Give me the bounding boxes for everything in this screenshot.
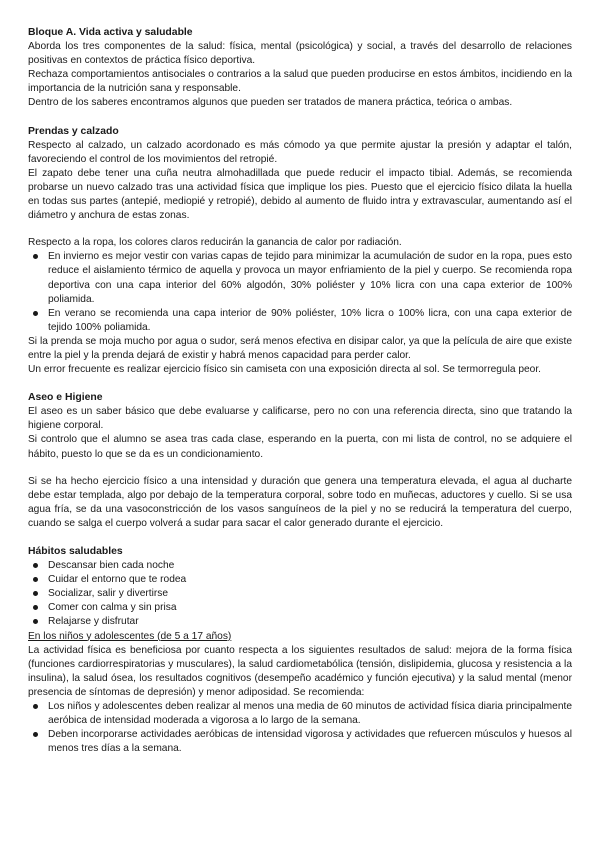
list-item-text: En verano se recomienda una capa interior de 90% poliéster, 10% licra o 100% licra, con una capa exterior de tejido 100% poliamida. [48,307,572,333]
paragraph: Dentro de los saberes encontramos algunos que pueden ser tratados de manera práctica, teórica o ambas. [28,97,513,109]
paragraph: Si se ha hecho ejercicio físico a una intensidad y duración que genera una temperatura elevada, el agua al ducharte debe estar templada, algo por debajo de la temperatura corporal, sobre todo en muñecas, aductores y cuello. Si se usa agua fría, se da una vasoconstricción de los vasos sanguíneos de la piel y no se reducirá la temperatura del cuerpo, cuando se salga el cuerpo volverá a sudar para sacar el calor generado durante el ejercicio. [28,475,572,529]
list-item [28,559,572,573]
paragraph: El aseo es un saber básico que debe evaluarse y calificarse, pero no con una referencia directa, sino que tratando la higiene corporal. [28,406,572,432]
list-item-text: Deben incorporarse actividades aeróbicas de intensidad vigorosa y actividades que refuercen músculos y huesos al menos tres días a la semana. [48,729,572,755]
paragraph: La actividad física es beneficiosa por cuanto respecta a los siguientes resultados de salud: mejora de la forma física (funciones cardiorrespiratorias y musculares), la salud cardiometabólica (tensión, dislipidemia, glucosa y resistencia a la insulina), la salud ósea, los resultados cognitivos (desempeño académico y función ejecutiva) y la salud mental (menor presencia de síntomas de depresión) y menor adiposidad. Se recomienda: [28,644,572,698]
bullet-list [28,700,572,756]
bullet-icon [33,254,38,259]
paragraph: Un error frecuente es realizar ejercicio físico sin camiseta con una exposición directa al sol. Se termorregula peor. [28,364,542,376]
section-title-aseo: Aseo e Higiene [28,392,103,404]
section-title-bloque-a: Bloque A. Vida activa y saludable [28,27,193,38]
bullet-icon [33,704,38,709]
list-item-text: En invierno es mejor vestir con varias capas de tejido para minimizar la acumulación de sudor en la ropa, pues esto reduce el aislamiento térmico de aquella y provoca un mayor enfriamiento de la piel y cuerpo. Se recomienda ropa deportiva con una capa interior del 60% algodón, 30% poliéster y 10% licra con una capa exterior de 100% poliamida. [48,251,572,305]
paragraph: Respecto a la ropa, los colores claros reducirán la ganancia de calor por radiación. [28,237,402,249]
spacer [28,462,572,475]
paragraph: Respecto al calzado, un calzado acordonado es más cómodo ya que permite ajustar la presión y adaptar el talón, favoreciendo el control de los movimientos del retropié. [28,139,572,165]
spacer [28,531,572,545]
bullet-icon [33,577,38,582]
list-item [28,307,572,335]
list-item-text: Los niños y adolescentes deben realizar al menos una media de 60 minutos de actividad física diaria principalmente aeróbica de intensidad moderada a vigorosa a lo largo de la semana. [48,701,572,727]
habits-list [28,559,572,629]
subsection-title: En los niños y adolescentes (de 5 a 17 años) [28,630,232,642]
spacer [28,223,572,236]
list-item-text: Descansar bien cada noche [48,560,175,572]
bullet-icon [33,732,38,737]
spacer [28,377,572,391]
list-item [28,728,572,756]
paragraph: Si controlo que el alumno se asea tras cada clase, esperando en la puerta, con mi lista de control, no se adquiere el hábito, puesto lo que se da es un condicionamiento. [28,434,572,460]
list-item [28,587,572,601]
list-item [28,250,572,306]
list-item [28,573,572,587]
bullet-icon [33,591,38,596]
list-item-text: Comer con calma y sin prisa [48,602,177,614]
bullet-icon [33,311,38,316]
bullet-icon [33,605,38,610]
bullet-list [28,250,572,335]
bullet-icon [33,619,38,624]
list-item [28,700,572,728]
list-item-text: Relajarse y disfrutar [48,616,139,628]
list-item [28,615,572,629]
spacer [28,111,572,125]
list-item-text: Socializar, salir y divertirse [48,588,169,600]
list-item-text: Cuidar el entorno que te rodea [48,574,187,586]
bullet-icon [33,563,38,568]
paragraph: El zapato debe tener una cuña neutra almohadillada que puede reducir el impacto tibial. Además, se recomienda probarse un nuevo calzado tras una actividad física que implique los pies. Puesto que el ejercicio físico dilata la huella en todas sus partes (antepié, mediopié y retropié), debido al aumento de fluido intra y extravascular, aumentando así el diámetro y anchura de estas zonas. [28,167,572,222]
list-item [28,601,572,615]
paragraph: Si la prenda se moja mucho por agua o sudor, será menos efectiva en disipar calor, ya que la película de aire que existe entre la piel y la prenda dejará de existir y habrá menos capacidad para perder calor. [28,335,572,361]
section-title-prendas: Prendas y calzado [28,125,119,137]
paragraph: Rechaza comportamientos antisociales o contrarios a la salud que pueden producirse en estos ámbitos, incidiendo en la importancia de la nutrición sana y responsable. [28,69,572,95]
section-title-habitos: Hábitos saludables [28,546,123,557]
paragraph: Aborda los tres componentes de la salud: física, mental (psicológica) y social, a través del desarrollo de relaciones positivas en contextos de práctica físico deportiva. [28,41,572,67]
